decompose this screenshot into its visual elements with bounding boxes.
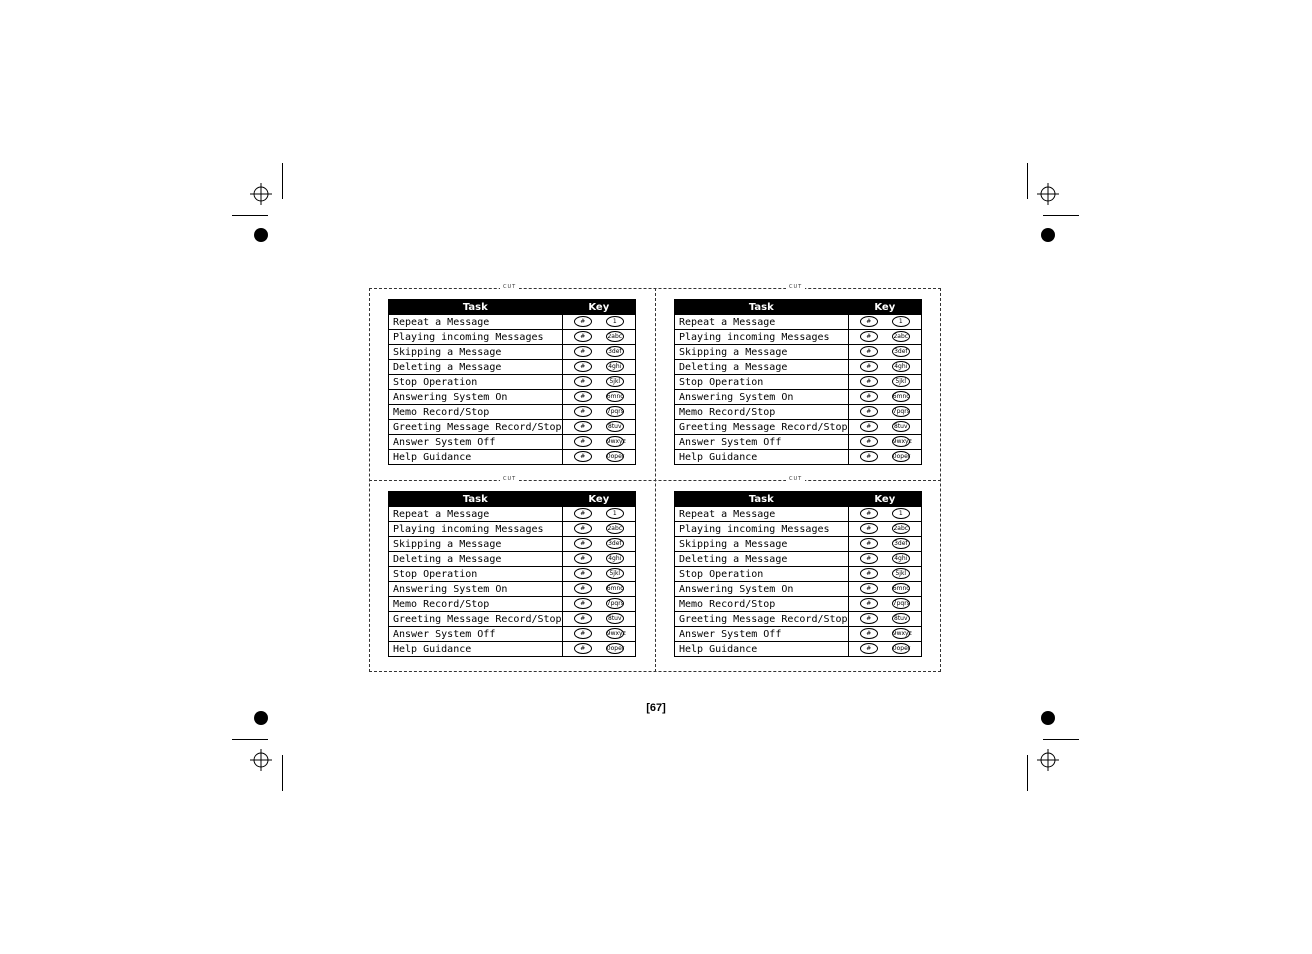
task-cell: Playing incoming Messages: [675, 330, 849, 345]
hash-key-icon: #: [574, 523, 592, 534]
key-cell: [848, 360, 921, 375]
key-table-bottom-right: [674, 491, 922, 657]
task-cell: Greeting Message Record/Stop: [675, 420, 849, 435]
key-cell: [562, 597, 635, 612]
table-row: [389, 582, 636, 597]
hash-key-icon: #: [574, 406, 592, 417]
task-cell: Skipping a Message: [675, 345, 849, 360]
key-cell: [562, 567, 635, 582]
table-row: [675, 330, 922, 345]
key-cell: [562, 360, 635, 375]
task-cell: Memo Record/Stop: [675, 597, 849, 612]
table-row: [675, 435, 922, 450]
key-cell: [562, 537, 635, 552]
table-row: [389, 435, 636, 450]
hash-key-icon: #: [860, 346, 878, 357]
header-key: Key: [848, 300, 921, 315]
key-cell: [562, 552, 635, 567]
table-row: [675, 567, 922, 582]
hash-key-icon: #: [574, 316, 592, 327]
key-cell: [848, 435, 921, 450]
key-cell: [562, 627, 635, 642]
table-row: [675, 552, 922, 567]
key-cell: [848, 405, 921, 420]
number-key-icon: 5jkl: [892, 376, 910, 387]
key-cell: [562, 450, 635, 465]
hash-key-icon: #: [860, 451, 878, 462]
task-cell: Playing incoming Messages: [389, 330, 563, 345]
hash-key-icon: #: [860, 421, 878, 432]
number-key-icon: 3def: [606, 538, 624, 549]
task-cell: Memo Record/Stop: [389, 597, 563, 612]
hash-key-icon: #: [574, 568, 592, 579]
table-row: [675, 537, 922, 552]
table-row: [389, 642, 636, 657]
number-key-icon: 7pqrs: [892, 600, 910, 608]
task-cell: Repeat a Message: [389, 507, 563, 522]
key-table-top-right: [674, 299, 922, 465]
key-cell: [562, 582, 635, 597]
task-cell: Answering System On: [389, 582, 563, 597]
registration-dot: [254, 711, 268, 725]
number-key-icon: 5jkl: [892, 568, 910, 579]
task-cell: Skipping a Message: [389, 537, 563, 552]
table-header: [675, 300, 922, 315]
key-cell: [848, 375, 921, 390]
hash-key-icon: #: [574, 391, 592, 402]
key-cell: [848, 612, 921, 627]
hash-key-icon: #: [574, 628, 592, 639]
number-key-icon: 1: [892, 316, 910, 327]
number-key-icon: 2abc: [893, 525, 909, 533]
table-row: [675, 375, 922, 390]
header-task: Task: [389, 492, 563, 507]
task-cell: Repeat a Message: [389, 315, 563, 330]
hash-key-icon: #: [860, 361, 878, 372]
task-cell: Repeat a Message: [675, 315, 849, 330]
hash-key-icon: #: [860, 508, 878, 519]
registration-dot: [1041, 228, 1055, 242]
crop-line: [282, 163, 283, 199]
number-key-icon: 7pqrs: [606, 600, 624, 608]
key-cell: [848, 627, 921, 642]
task-cell: Answering System On: [675, 390, 849, 405]
task-cell: Answer System Off: [389, 435, 563, 450]
number-key-icon: 5jkl: [606, 568, 624, 579]
hash-key-icon: #: [574, 421, 592, 432]
key-cell: [562, 345, 635, 360]
table-row: [675, 390, 922, 405]
table-row: [389, 360, 636, 375]
hash-key-icon: #: [860, 628, 878, 639]
key-cell: [562, 315, 635, 330]
key-cell: [562, 435, 635, 450]
task-cell: Greeting Message Record/Stop: [389, 420, 563, 435]
number-key-icon: 8tuv: [892, 613, 910, 624]
key-cell: [562, 405, 635, 420]
key-table-top-left: [388, 299, 636, 465]
crop-line: [282, 755, 283, 791]
task-cell: Deleting a Message: [389, 360, 563, 375]
task-cell: Stop Operation: [675, 375, 849, 390]
table-row: [675, 345, 922, 360]
crop-line: [232, 215, 268, 216]
key-cell: [848, 522, 921, 537]
task-cell: Help Guidance: [675, 450, 849, 465]
task-cell: Greeting Message Record/Stop: [675, 612, 849, 627]
hash-key-icon: #: [574, 508, 592, 519]
table-row: [675, 522, 922, 537]
cut-label: CUT: [786, 476, 805, 482]
table-row: [389, 552, 636, 567]
table-row: [389, 330, 636, 345]
key-cell: [848, 567, 921, 582]
table-row: [389, 627, 636, 642]
crop-line: [1027, 755, 1028, 791]
key-cell: [848, 450, 921, 465]
task-cell: Memo Record/Stop: [675, 405, 849, 420]
number-key-icon: 0oper: [606, 453, 625, 461]
number-key-icon: 1: [892, 508, 910, 519]
hash-key-icon: #: [574, 583, 592, 594]
number-key-icon: 1: [606, 316, 624, 327]
table-row: [675, 315, 922, 330]
hash-key-icon: #: [574, 553, 592, 564]
crop-line: [1043, 215, 1079, 216]
hash-key-icon: #: [574, 613, 592, 624]
key-cell: [848, 642, 921, 657]
cut-line-horizontal: [369, 480, 941, 481]
number-key-icon: 0oper: [606, 645, 625, 653]
table-header: [389, 492, 636, 507]
table-row: [675, 507, 922, 522]
key-cell: [848, 345, 921, 360]
task-cell: Answering System On: [389, 390, 563, 405]
page-number: [67]: [646, 702, 666, 714]
number-key-icon: 9wxyz: [606, 438, 626, 446]
number-key-icon: 6mno: [892, 585, 910, 593]
number-key-icon: 3def: [892, 346, 910, 357]
key-cell: [562, 507, 635, 522]
number-key-icon: 8tuv: [892, 421, 910, 432]
number-key-icon: 4ghi: [892, 361, 910, 372]
hash-key-icon: #: [574, 436, 592, 447]
table-header: [675, 492, 922, 507]
key-cell: [562, 642, 635, 657]
hash-key-icon: #: [860, 316, 878, 327]
table-row: [675, 360, 922, 375]
hash-key-icon: #: [860, 538, 878, 549]
task-cell: Answer System Off: [675, 627, 849, 642]
task-cell: Stop Operation: [389, 375, 563, 390]
number-key-icon: 9wxyz: [892, 630, 912, 638]
table-header: [389, 300, 636, 315]
number-key-icon: 0oper: [892, 453, 911, 461]
table-row: [675, 627, 922, 642]
cut-label: CUT: [500, 284, 519, 290]
task-cell: Help Guidance: [389, 642, 563, 657]
task-cell: Deleting a Message: [675, 360, 849, 375]
number-key-icon: 0oper: [892, 645, 911, 653]
key-table-bottom-left: [388, 491, 636, 657]
number-key-icon: 2abc: [607, 333, 623, 341]
hash-key-icon: #: [574, 331, 592, 342]
table-row: [675, 642, 922, 657]
hash-key-icon: #: [860, 406, 878, 417]
number-key-icon: 1: [606, 508, 624, 519]
key-cell: [562, 390, 635, 405]
number-key-icon: 9wxyz: [892, 438, 912, 446]
table-row: [389, 507, 636, 522]
key-cell: [562, 330, 635, 345]
table-row: [389, 522, 636, 537]
crop-line: [1043, 739, 1079, 740]
task-cell: Deleting a Message: [675, 552, 849, 567]
crop-line: [1027, 163, 1028, 199]
table-row: [389, 537, 636, 552]
hash-key-icon: #: [574, 376, 592, 387]
task-cell: Stop Operation: [675, 567, 849, 582]
number-key-icon: 5jkl: [606, 376, 624, 387]
hash-key-icon: #: [574, 538, 592, 549]
hash-key-icon: #: [860, 331, 878, 342]
hash-key-icon: #: [860, 583, 878, 594]
registration-dot: [1041, 711, 1055, 725]
key-cell: [562, 522, 635, 537]
table-row: [389, 345, 636, 360]
key-cell: [562, 375, 635, 390]
header-key: Key: [562, 492, 635, 507]
task-cell: Repeat a Message: [675, 507, 849, 522]
key-cell: [848, 552, 921, 567]
key-cell: [848, 507, 921, 522]
number-key-icon: 6mno: [606, 393, 624, 401]
header-key: Key: [848, 492, 921, 507]
table-row: [675, 582, 922, 597]
table-row: [389, 390, 636, 405]
crop-line: [232, 739, 268, 740]
table-row: [675, 450, 922, 465]
hash-key-icon: #: [574, 361, 592, 372]
header-task: Task: [675, 300, 849, 315]
task-cell: Answer System Off: [675, 435, 849, 450]
hash-key-icon: #: [860, 436, 878, 447]
task-cell: Help Guidance: [675, 642, 849, 657]
number-key-icon: 8tuv: [606, 421, 624, 432]
number-key-icon: 8tuv: [606, 613, 624, 624]
number-key-icon: 3def: [892, 538, 910, 549]
table-row: [389, 597, 636, 612]
hash-key-icon: #: [574, 643, 592, 654]
hash-key-icon: #: [860, 568, 878, 579]
table-row: [389, 450, 636, 465]
number-key-icon: 6mno: [892, 393, 910, 401]
registration-dot: [254, 228, 268, 242]
hash-key-icon: #: [574, 598, 592, 609]
key-cell: [848, 420, 921, 435]
number-key-icon: 6mno: [606, 585, 624, 593]
task-cell: Answering System On: [675, 582, 849, 597]
key-cell: [848, 390, 921, 405]
table-row: [389, 612, 636, 627]
hash-key-icon: #: [860, 391, 878, 402]
hash-key-icon: #: [860, 613, 878, 624]
number-key-icon: 9wxyz: [606, 630, 626, 638]
cut-label: CUT: [786, 284, 805, 290]
number-key-icon: 4ghi: [606, 361, 624, 372]
hash-key-icon: #: [860, 643, 878, 654]
key-cell: [848, 537, 921, 552]
hash-key-icon: #: [860, 553, 878, 564]
number-key-icon: 3def: [606, 346, 624, 357]
table-row: [675, 597, 922, 612]
number-key-icon: 7pqrs: [606, 408, 624, 416]
table-row: [389, 420, 636, 435]
table-row: [675, 405, 922, 420]
key-cell: [848, 582, 921, 597]
task-cell: Memo Record/Stop: [389, 405, 563, 420]
number-key-icon: 2abc: [607, 525, 623, 533]
header-task: Task: [389, 300, 563, 315]
number-key-icon: 2abc: [893, 333, 909, 341]
table-row: [675, 420, 922, 435]
header-task: Task: [675, 492, 849, 507]
header-key: Key: [562, 300, 635, 315]
table-row: [389, 315, 636, 330]
crosshair-icon: [1037, 183, 1059, 205]
task-cell: Playing incoming Messages: [675, 522, 849, 537]
crosshair-icon: [250, 749, 272, 771]
number-key-icon: 4ghi: [606, 553, 624, 564]
table-row: [389, 567, 636, 582]
key-cell: [562, 420, 635, 435]
key-cell: [848, 315, 921, 330]
key-cell: [562, 612, 635, 627]
task-cell: Greeting Message Record/Stop: [389, 612, 563, 627]
crosshair-icon: [1037, 749, 1059, 771]
task-cell: Answer System Off: [389, 627, 563, 642]
hash-key-icon: #: [574, 451, 592, 462]
task-cell: Stop Operation: [389, 567, 563, 582]
hash-key-icon: #: [860, 523, 878, 534]
task-cell: Skipping a Message: [675, 537, 849, 552]
task-cell: Deleting a Message: [389, 552, 563, 567]
task-cell: Playing incoming Messages: [389, 522, 563, 537]
crosshair-icon: [250, 183, 272, 205]
table-row: [389, 405, 636, 420]
task-cell: Help Guidance: [389, 450, 563, 465]
hash-key-icon: #: [860, 376, 878, 387]
hash-key-icon: #: [860, 598, 878, 609]
number-key-icon: 7pqrs: [892, 408, 910, 416]
key-cell: [848, 597, 921, 612]
cut-label: CUT: [500, 476, 519, 482]
table-row: [389, 375, 636, 390]
hash-key-icon: #: [574, 346, 592, 357]
table-row: [675, 612, 922, 627]
key-cell: [848, 330, 921, 345]
number-key-icon: 4ghi: [892, 553, 910, 564]
task-cell: Skipping a Message: [389, 345, 563, 360]
